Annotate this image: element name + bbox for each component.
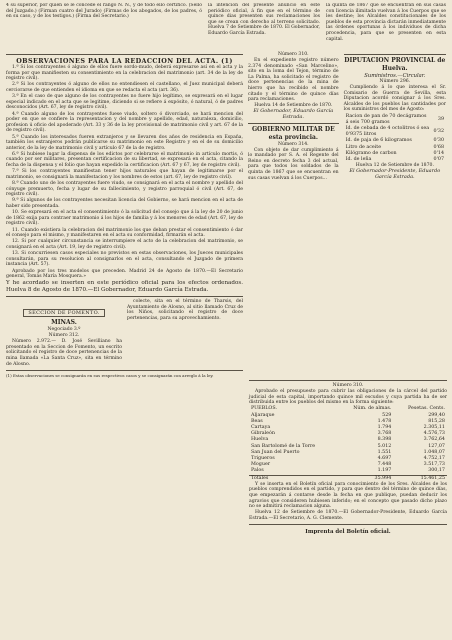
observacion: 6.ª Si hubiese lugar la dispensa de los edictos por celebrarse el matrimonio in artículo mortis, ó cuando por ser militares, presentan certificacion de su libertad, se expresará en el acta, citando la fecha de la dispensa y el folio que hayan expedido la certificacion (Art. 67 y 67, ley de registro civil). <box>6 151 243 169</box>
table-row: Trigueros 4.697 4.752,17 <box>251 456 445 461</box>
observaciones-title: OBSERVACIONES PARA LA REDACCION DEL ACTA. (1) <box>16 57 233 65</box>
price-table <box>344 114 446 164</box>
table-row: San Bartolomé de la Torre 5.012 127,07 <box>251 443 445 449</box>
publish-text: Y he acordado se inserten en este periódico oficial para los efectos ordenados. Huelva 8 de Agosto de 1870.—El Gobernador, Eduardo García Estrada. <box>6 280 243 294</box>
top-column-1: 4 su superior, por quien se le concede el rango N. N., y de todo ello certifico. (Sello del Juzgado.) (Firman cuatro del Jurado) (Firmas de los abogados, de los padres, ó en su caso, y de los testigos.) (Firma del Secretario.) <box>6 3 202 20</box>
repartimiento-section <box>249 378 447 535</box>
observacion: 12. Si por cualquier circunstancia se interrumpiere el acto de la celebracion del matrimonio, se consignará en el acta (Art. 19, ley de registro civil). <box>6 239 243 250</box>
militar-number: Número 314. <box>277 141 309 147</box>
observacion: 5.ª Cuando los interesados fueren extranjeros y se llevaren dos años de residencia en España, también los extranjeros podrán publicarse su matrimonio en este Registro y en el de su domicilio anterior, de la ley de matrimonio civil y artículo 67 de la de registro. <box>6 134 243 151</box>
footnote: (1) Estas observaciones se consignarán en sus respectivos casos y se consignarán con arreglo á la ley. <box>6 370 243 378</box>
table-row: Id. de paja de 6 kilogramos 0'30 <box>345 138 444 144</box>
minas-title: MINAS. <box>51 319 77 327</box>
diputacion-text: Cumpliendo á lo que interesa el Sr. Comisario de Guerra de Sevilla, esta Diputacion acordó consignar á los Sres. Alcaldes de los pueblos las cantidades por los suministros del mes de Agosto: <box>343 85 446 113</box>
middle-column <box>248 52 339 640</box>
observaciones-list <box>6 65 243 268</box>
right-column <box>344 52 446 640</box>
repartimiento-number: Número 310. <box>332 383 364 388</box>
gob-number: Número 310. <box>277 52 309 57</box>
table-row: Kilógramo de carbon 0'14 <box>345 150 444 156</box>
observacion: 4.ª Cuando alguno de los contrayentes fuese viudo, soltero ó divorciado, se hará mencion del poder en que se confiere la representacion y del nombre y apellido, edad, naturaleza, domicilio, profesion ú oficio del apoderado (Art. 33 y 36 de la ley provisional de matrimonio civil y art. 67 de la de registro civil). <box>6 111 243 134</box>
observacion: 9.ª Si algunos de los contrayentes necesitan licencia del Gobierno, se hará mencion en el acta de haber sido presentada. <box>6 198 243 209</box>
diputacion-title: DIPUTACION PROVINCIAL de Huelva. <box>344 57 446 72</box>
gob-signature: El Gobernador, Eduardo García Estrada. <box>253 108 334 120</box>
seccion-fomento: SECCION DE FOMENTO. <box>23 309 104 317</box>
table-row: Cartaya 1.794 2.305,11 <box>251 424 445 430</box>
diputacion-signature: El Gobernador-Presidente, Eduardo García Estrada. <box>349 168 441 180</box>
imprenta-footer: Imprenta del Boletín oficial. <box>305 528 391 535</box>
diputacion-date: Huelva 12 de Setiembre de 1870. <box>355 163 434 169</box>
observacion: 3.ª En el caso de que alguno de los contrayentes no fuere hijo legítimo, se expresará en el lugar especial indicado en el acta que se legitime, diciendo si se refiere á expósito, ó natural, ó de padres desconocidos (Art. 67, ley de registro civil). <box>6 94 243 111</box>
repartimiento-after: Y se inserta en el Boletín oficial para conocimiento de los Sres. Alcaldes de los pueblos comprendidos en el partido, y para que dentro del término de quince días, que empezarán á contarse desde la fecha en que publique, puedan deducir los agravios que consideren hubiesen inferido; en el concepto que pasado dicho plazo no se admitirá reclamacion alguna. <box>249 481 447 510</box>
diputacion-number: Número 296. <box>379 79 411 84</box>
minas-negociado: Negociado 3.º <box>47 327 81 333</box>
top-strip <box>6 3 446 51</box>
left-column <box>6 52 243 640</box>
minas-text: Número 2.972.— D. José Sevilliano ha presentado en la Seccion de Fomento, un escrito solicitando el registro de doce pertenencias de la mina llamada «La Santa Cruz», sita en término de Alosno. <box>6 339 122 367</box>
repartimiento-table <box>249 406 447 481</box>
table-row: Id. de leña 0'07 <box>345 156 444 162</box>
gob-date: Huelva 14 de Setiembre de 1870. <box>254 103 333 109</box>
observacion: 11. Cuando existiera la celebracion del matrimonio los que deban prestar el consentimiento ó dar el consejo para el mismo, y manifestaren en el acta su conformidad, firmarán el acta. <box>6 227 243 239</box>
repartimiento-text: Aprobado el presupuesto para cubrir las obligaciones de la cárcel del partido judicial de esta capital, importando quince mil escudos y cuya partida ha de ser distribuida entre los pueblos del mismo en la forma siguiente: <box>249 389 447 406</box>
top-column-2: la intencion del presente anuncio en este periódico oficial, á fin que en el término de quince dias presenten sus reclamaciones los que se crean con derecho al terreno solicitado. Huelva 7 de Setiembre de 1870. El Gobernador, Eduardo García Estrada. <box>208 3 320 36</box>
table-row: Gibraleón 3.768 4.576,73 <box>251 431 445 437</box>
observacion: 8.ª Cuando uno de los contrayentes fuere viudo, se consignará en el acta el nombre y apellido del cónyuge premuerto, fecha y lugar de su fallecimiento, y registro parroquial ó civil (Art. 67, de registro civil). <box>6 181 243 198</box>
table-row: Id. de cebada de 4 octolitros ó sea 0'9375 litros 0'32 <box>345 125 444 138</box>
militar-title: GOBIERNO MILITAR DE esta provincia. <box>251 125 335 141</box>
table-header: PUEBLOS. Núm. de almas. Pesetas. Cents. <box>251 406 445 412</box>
observacion: 10. Se expresará en el acta el consentimiento ó la solicitud del consejo que á la ley de 20 de junio de 1862 exija para contraer matrimonio á los hijos de familia y á los menores de edad (Art. 67, ley de registro civil). <box>6 210 243 227</box>
table-row: San Juan del Puerto 1.551 1.048,07 <box>251 449 445 455</box>
diputacion-sub: Suministros.—Circular. <box>364 73 426 79</box>
table-row: Beas 1.478 815,28 <box>251 418 445 424</box>
table-row: Palos 1.197 300,17 <box>251 468 445 474</box>
minas-text-2: colecte, sita en el término de Tharsis, del Ayuntamiento de Alosno, al sitio llamado Cruz de los Niños, solicitando el registro de doce pertenencias, para su aprovechamiento. <box>127 299 243 322</box>
main-body <box>6 52 446 640</box>
table-row: Huelva 8.398 3.762,64 <box>251 437 445 443</box>
observacion: 1.ª Si los contrayentes ó alguno de ellos fuere sordo-mudo, deberá expresarse así en el acta y la forma por que manifiesten su consentimiento en la celebracion del matrimonio (art. 34 de la ley de registro civil). <box>6 65 243 82</box>
minas-section <box>6 299 243 368</box>
repartimiento-date: Huelva 12 de Setiembre de 1870.—El Gobernador-Presidente, Eduardo García Estrada.—El Secretario, A. G. Clemente. <box>249 510 447 521</box>
top-column-3: la quinta de 1867 que se encuentran en sus casas con licencia ilimitada vuelvan á los Cuerpos que se les destine; los Alcaldes constitucionales de los pueblos de esta provincia dictarán inmediatamente las órdenes oportunas á los individuos de dicha procedencia, para que se presenten en esta capital. <box>326 3 446 42</box>
militar-text: Con objeto de dar cumplimiento á lo mandado por S. A. el Regente del Reino en decreto fecha 3 del actual, para que todos los soldados de la quinta de 1867 que se encuentran en sus casas vuelvan á los Cuerpos... <box>248 147 339 181</box>
gob-text: En el expediente registro número 2.374 denominado «San Marcelino», sito en la loma del Tejon, término de La Palma, ha solicitado el registro de doce pertenencias de la mina de hierro que ha recibido el nombre citado y el término de quince días para reclamaciones. <box>248 58 339 103</box>
table-row: Racion de pan de 70 decágramos á seis 700 gramos 39 <box>345 113 444 125</box>
table-row: Moguer 7.448 3.517,73 <box>251 462 445 468</box>
table-row: Litro de aceite 0'68 <box>345 144 444 150</box>
observacion: 7.ª Si los contrayentes manifiestan tener hijos naturales que hayan de legitimarse por el matrimonio, se consignará la manifestacion y los nombres de estos (art. 67, ley de registro civil). <box>6 169 243 180</box>
observacion: 2.ª Si los contrayentes ó alguno de ellos no entendiesen el castellano, el Juez municipal deberá cerciorarse de que entienden el idioma en que se redacta el acta (art. 36). <box>6 82 243 93</box>
table-row: Aljaraque 529 299,40 <box>251 412 445 418</box>
minas-number: Número 312. <box>48 333 80 339</box>
observacion: 13. Si concurriesen casos especiales no previstos en estas observaciones, los Jueces municipales consultarán, para su resolucion al consignarlos en el acta, consultando el Juzgado de primera instancia (Art. 57). <box>6 251 243 268</box>
approval-text: Aprobado por los tres modelos que preceden. Madrid 24 de Agosto de 1870.—El Secretario general, Tomás María Mosquera.» <box>6 268 243 280</box>
table-total-row: Totales 35.994 15.461,25 <box>251 475 445 481</box>
